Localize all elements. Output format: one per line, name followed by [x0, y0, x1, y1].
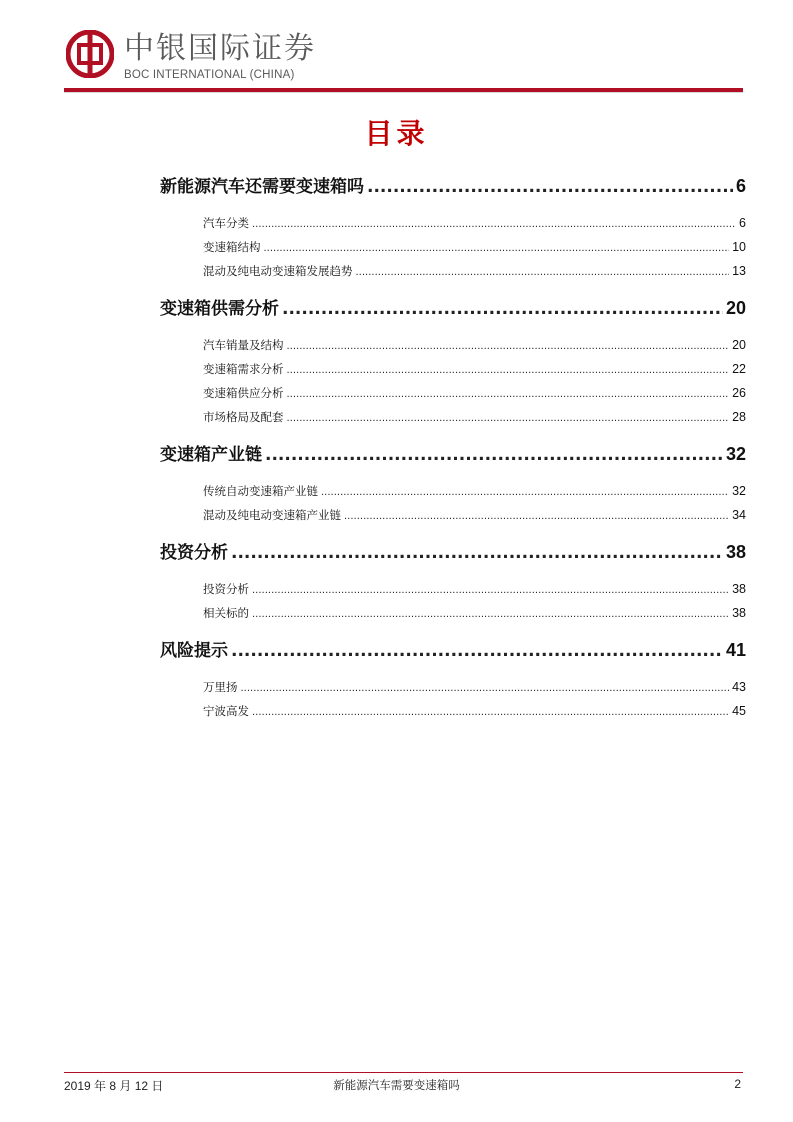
toc-section-label: 投资分析 — [160, 543, 228, 563]
dot-leader — [231, 636, 723, 666]
toc-section-label: 风险提示 — [160, 641, 228, 661]
page-header — [0, 0, 793, 100]
toc-item-label: 相关标的 — [203, 606, 249, 620]
toc-item[interactable] — [160, 577, 746, 601]
header-rule-shadow — [64, 92, 743, 93]
toc-item-label: 变速箱结构 — [203, 240, 261, 254]
dot-leader — [356, 261, 730, 285]
toc-item-label: 汽车销量及结构 — [203, 338, 284, 352]
toc-item[interactable] — [160, 235, 746, 259]
toc-section-label: 变速箱产业链 — [160, 445, 262, 465]
dot-leader — [241, 677, 730, 701]
toc-section-2[interactable] — [160, 293, 746, 323]
toc-section-page: 32 — [725, 444, 746, 464]
dot-leader — [282, 294, 723, 324]
dot-leader — [287, 407, 730, 431]
dot-leader — [287, 383, 730, 407]
toc-item-label: 变速箱需求分析 — [203, 362, 284, 376]
toc-section-label: 变速箱供需分析 — [160, 299, 279, 319]
toc-item-label: 传统自动变速箱产业链 — [203, 484, 318, 498]
toc-item-label: 万里扬 — [203, 680, 238, 694]
brand-name-en: BOC INTERNATIONAL (CHINA) — [124, 69, 295, 81]
dot-leader — [265, 440, 723, 470]
footer-doc-title: 新能源汽车需要变速箱吗 — [333, 1078, 460, 1092]
toc-item[interactable] — [160, 333, 746, 357]
toc-title: 目录 — [364, 117, 429, 150]
toc-item[interactable] — [160, 405, 746, 429]
toc-section-1[interactable] — [160, 171, 746, 201]
toc-item-label: 汽车分类 — [203, 216, 249, 230]
toc-item-page: 38 — [732, 582, 746, 596]
toc-item-page: 45 — [732, 704, 746, 718]
dot-leader — [344, 505, 729, 529]
toc-item-page: 38 — [732, 606, 746, 620]
toc-item[interactable] — [160, 479, 746, 503]
toc-section-page: 6 — [735, 176, 746, 196]
toc-item-page: 34 — [732, 508, 746, 522]
toc-item-page: 28 — [732, 410, 746, 424]
toc-item[interactable] — [160, 381, 746, 405]
toc-item-label: 宁波高发 — [203, 704, 249, 718]
dot-leader — [252, 603, 729, 627]
toc-item[interactable] — [160, 601, 746, 625]
toc-item[interactable] — [160, 503, 746, 527]
brand-name-cn: 中银国际证券 — [124, 31, 316, 66]
toc-item-page: 26 — [732, 386, 746, 400]
toc-section-3[interactable] — [160, 439, 746, 469]
dot-leader — [231, 538, 723, 568]
dot-leader — [367, 172, 733, 202]
toc-item-label: 混动及纯电动变速箱产业链 — [203, 508, 341, 522]
toc-item-label: 市场格局及配套 — [203, 410, 284, 424]
dot-leader — [321, 481, 729, 505]
toc-item-page: 43 — [732, 680, 746, 694]
toc-item[interactable] — [160, 259, 746, 283]
toc-item-page: 10 — [732, 240, 746, 254]
toc-item[interactable] — [160, 211, 746, 235]
toc-item[interactable] — [160, 699, 746, 723]
boc-logo-icon — [66, 30, 114, 78]
toc-section-4[interactable] — [160, 537, 746, 567]
dot-leader — [252, 579, 729, 603]
toc-section-5[interactable] — [160, 635, 746, 665]
toc-item-page: 13 — [732, 264, 746, 278]
toc-section-page: 38 — [725, 542, 746, 562]
table-of-contents — [160, 171, 746, 723]
toc-item-label: 混动及纯电动变速箱发展趋势 — [203, 264, 353, 278]
footer-date: 2019 年 8 月 12 日 — [64, 1079, 164, 1093]
toc-item-label: 变速箱供应分析 — [203, 386, 284, 400]
dot-leader — [264, 237, 730, 261]
footer-page-number: 2 — [734, 1077, 741, 1091]
toc-item[interactable] — [160, 357, 746, 381]
dot-leader — [287, 335, 730, 359]
footer-rule — [64, 1072, 743, 1073]
dot-leader — [252, 213, 736, 237]
toc-section-page: 41 — [725, 640, 746, 660]
dot-leader — [252, 701, 729, 725]
toc-item-page: 22 — [732, 362, 746, 376]
toc-section-label: 新能源汽车还需要变速箱吗 — [160, 177, 364, 197]
toc-item-label: 投资分析 — [203, 582, 249, 596]
toc-item-page: 6 — [739, 216, 746, 230]
toc-item-page: 32 — [732, 484, 746, 498]
toc-section-page: 20 — [725, 298, 746, 318]
toc-item[interactable] — [160, 675, 746, 699]
toc-item-page: 20 — [732, 338, 746, 352]
dot-leader — [287, 359, 730, 383]
